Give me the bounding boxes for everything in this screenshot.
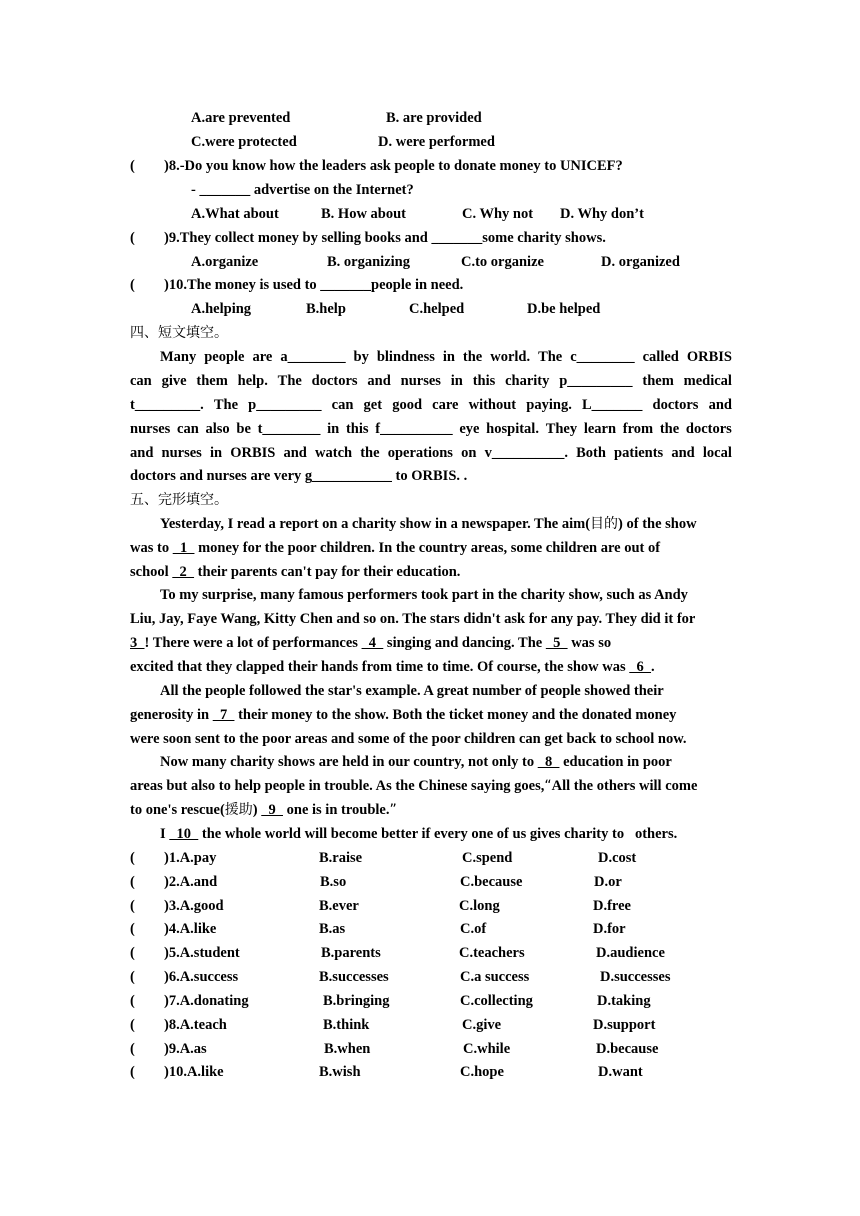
option-a: )2.A.and (164, 874, 218, 890)
q9-text: )9.They collect money by selling books and (164, 230, 432, 246)
passage-word: people (204, 349, 245, 365)
passage-word: care (432, 397, 459, 413)
p5-c: others. (634, 826, 678, 842)
option-a: )8.A.teach (164, 1017, 227, 1033)
option-c: C.collecting (460, 993, 533, 1009)
option-c: C.a success (460, 969, 530, 985)
passage-word: watch (315, 445, 353, 461)
p5-b: the whole world will become better if every one of us gives charity to (201, 826, 625, 842)
passage-word: can (177, 421, 199, 437)
q10-option-b: B.help (306, 301, 346, 317)
passage-word: and (708, 397, 732, 413)
passage-word: local (702, 445, 732, 461)
option-d: D.or (594, 874, 622, 890)
passage-word: can (130, 373, 152, 389)
option-c: C.hope (460, 1064, 504, 1080)
passage-word: this (345, 421, 369, 437)
passage-word: get (363, 397, 383, 413)
option-paren[interactable]: ( (130, 1017, 135, 1033)
option-d: D.taking (597, 993, 651, 1009)
option-c: C.of (460, 921, 487, 937)
option-a: )9.A.as (164, 1041, 207, 1057)
option-a: )6.A.success (164, 969, 239, 985)
p4-line3-c: one is in trouble. (286, 802, 390, 818)
passage-p1-line1 (160, 514, 732, 534)
section-4-line (130, 371, 732, 391)
passage-word: the (659, 421, 680, 437)
passage-word: nurses (400, 373, 441, 389)
q8-dash: - (191, 182, 196, 198)
section-4-line (130, 443, 732, 463)
passage-p1-line3 (130, 562, 460, 582)
blank-4[interactable]: 4 (361, 635, 384, 651)
passage-word: charity (505, 373, 550, 389)
p2-line4-a: excited that they clapped their hands from time to time. Of course, the show was (130, 659, 626, 675)
p1-text-b: ) of the show (618, 516, 697, 532)
option-paren[interactable]: ( (130, 874, 135, 890)
option-a: )4.A.like (164, 921, 217, 937)
q10-text: )10.The money is used to (164, 277, 321, 293)
q8-question: )8.-Do you know how the leaders ask people to donate money to UNICEF? (164, 158, 623, 174)
option-d: D.free (593, 898, 631, 914)
passage-word: The (277, 373, 302, 389)
fill-blank[interactable]: p_________ (248, 397, 322, 413)
passage-word: this (472, 373, 496, 389)
p4-chinese: 援助 (224, 802, 253, 818)
passage-word: hospital. (486, 421, 539, 437)
q7-option-c: C.were protected (191, 134, 297, 150)
passage-word: ORBIS (686, 349, 732, 365)
q9-blank[interactable]: _______ (431, 230, 483, 246)
passage-word: medical (683, 373, 732, 389)
option-a: )10.A.like (164, 1064, 224, 1080)
option-paren[interactable]: ( (130, 945, 135, 961)
passage-word: them (196, 373, 228, 389)
p1-line3-a: school (130, 564, 169, 580)
blank-7[interactable]: 7 (212, 707, 235, 723)
p4-close-quote: ” (389, 802, 397, 818)
q8-rest: advertise on the Internet? (253, 182, 414, 198)
passage-p4-line2 (130, 776, 697, 796)
passage-p2-line4 (130, 657, 655, 677)
option-a: )7.A.donating (164, 993, 249, 1009)
passage-p2-line1: To my surprise, many famous performers took part in the charity show, such as Andy (160, 587, 688, 603)
passage-p2-line2: Liu, Jay, Faye Wang, Kitty Chen and so on. The stars didn't ask for any pay. They did it for (130, 611, 696, 627)
passage-word: in (209, 445, 223, 461)
passage-word: nurses (161, 445, 202, 461)
q7-option-d: D. were performed (378, 134, 495, 150)
p3-line2-b: their money to the show. Both the ticket money and the donated money (238, 707, 677, 723)
q7-option-b: B. are provided (386, 110, 482, 126)
q9-option-c: C.to organize (461, 254, 544, 270)
q8-option-b: B. How about (321, 206, 407, 222)
p3-line2-a: generosity in (130, 707, 210, 723)
passage-word: the (360, 445, 380, 461)
section-4-line (130, 419, 732, 439)
passage-word: also (205, 421, 230, 437)
q9-paren: ( (130, 230, 135, 246)
passage-word: eye (459, 421, 480, 437)
option-b: B.wish (319, 1064, 361, 1080)
fill-blank[interactable]: c________ (570, 349, 635, 365)
passage-word: doctors (652, 397, 699, 413)
option-c: C.give (462, 1017, 502, 1033)
passage-word: can (331, 397, 354, 413)
section-4-line (130, 395, 732, 415)
option-paren[interactable]: ( (130, 921, 135, 937)
p4-line3-a: to one's rescue( (130, 802, 225, 818)
passage-word: called (642, 349, 679, 365)
passage-word: are (252, 349, 273, 365)
q9-rest: some charity shows. (482, 230, 606, 246)
q10-rest: people in need. (371, 277, 464, 293)
q9-option-b: B. organizing (327, 254, 410, 270)
passage-p1-line2 (130, 538, 660, 558)
blank-6[interactable]: 6 (629, 659, 652, 675)
passage-word: in (450, 373, 463, 389)
passage-word: the (462, 349, 483, 365)
option-b: B.bringing (323, 993, 390, 1009)
blank-1[interactable]: 1 (172, 540, 195, 556)
p4-line1-a: Now many charity shows are held in our country, not only to (160, 754, 535, 770)
passage-word: blindness (376, 349, 435, 365)
p2-line3-c: was so (571, 635, 612, 651)
option-d: D.successes (600, 969, 671, 985)
option-d: D.for (593, 921, 626, 937)
option-c: C.because (460, 874, 523, 890)
passage-word: on (461, 445, 477, 461)
blank-5[interactable]: 5 (545, 635, 568, 651)
p4-line2-b: All the others will come (551, 778, 698, 794)
section-5-heading: 五、完形填空。 (130, 492, 228, 508)
passage-word: in (442, 349, 455, 365)
q10-question (164, 275, 463, 295)
passage-word: patients (614, 445, 664, 461)
passage-word: and (671, 445, 695, 461)
section-4-line (160, 347, 732, 367)
p5-a: I (160, 826, 166, 842)
q9-question (164, 228, 606, 248)
fill-blank[interactable]: a________ (280, 349, 346, 365)
passage-word: by (353, 349, 369, 365)
option-b: B.parents (321, 945, 381, 961)
option-d: D.support (593, 1017, 656, 1033)
passage-word: without (468, 397, 517, 413)
p2-line3-b: singing and dancing. The (386, 635, 543, 651)
option-c: C.teachers (459, 945, 525, 961)
option-d: D.cost (598, 850, 637, 866)
passage-word: The (538, 349, 563, 365)
option-b: B.as (319, 921, 346, 937)
option-a: )5.A.student (164, 945, 240, 961)
p2-line4-b: . (651, 659, 655, 675)
p2-line3-a: ! There were a lot of performances (144, 635, 358, 651)
fill-blank[interactable]: t________ (257, 421, 321, 437)
blank-9[interactable]: 9 (261, 802, 283, 818)
option-b: B.so (320, 874, 347, 890)
q8-option-d: D. Why don’t (560, 206, 644, 222)
passage-p2-line3 (130, 633, 611, 653)
passage-word: and (283, 445, 307, 461)
option-b: B.think (323, 1017, 370, 1033)
passage-word: and (367, 373, 391, 389)
passage-p4-line1 (160, 752, 672, 772)
q10-blank[interactable]: _______ (320, 277, 372, 293)
blank-8[interactable]: 8 (537, 754, 560, 770)
q10-option-d: D.be helped (527, 301, 601, 317)
fill-blank[interactable]: L_______ (581, 397, 643, 413)
fill-blank[interactable]: f__________ (375, 421, 453, 437)
q10-option-c: C.helped (409, 301, 465, 317)
passage-word: them (642, 373, 674, 389)
passage-p4-line3 (130, 800, 397, 820)
passage-word: world. (490, 349, 531, 365)
passage-word: doctors (685, 421, 732, 437)
p4-line1-b: education in poor (563, 754, 672, 770)
passage-word: operations (387, 445, 453, 461)
passage-p3-line3: were soon sent to the poor areas and some of the poor children can get back to school now. (130, 731, 687, 747)
fill-blank[interactable]: t_________. (130, 397, 204, 413)
fill-blank[interactable]: p_________ (559, 373, 633, 389)
blank-3[interactable]: 3 (130, 635, 145, 651)
q9-option-d: D. organized (601, 254, 680, 270)
passage-word: nurses (130, 421, 171, 437)
passage-word: doctors (311, 373, 358, 389)
q8-blank[interactable]: _______ (199, 182, 251, 198)
q8-option-c: C. Why not (462, 206, 534, 222)
option-paren[interactable]: ( (130, 1064, 135, 1080)
passage-word: be (236, 421, 251, 437)
option-b: B.successes (319, 969, 389, 985)
passage-word: in (327, 421, 340, 437)
passage-p3-line2 (130, 705, 676, 725)
passage-word: give (161, 373, 187, 389)
fill-blank[interactable]: v__________. (484, 445, 568, 461)
p4-open-quote: “ (544, 778, 552, 794)
q7-option-a: A.are prevented (191, 110, 291, 126)
p1-line2-b: money for the poor children. In the country areas, some children are out of (198, 540, 661, 556)
option-d: D.because (596, 1041, 659, 1057)
p1-line3-b: their parents can't pay for their education. (197, 564, 461, 580)
option-paren[interactable]: ( (130, 898, 135, 914)
option-c: C.long (459, 898, 500, 914)
passage-word: Both (576, 445, 606, 461)
option-paren[interactable]: ( (130, 850, 135, 866)
q9-option-a: A.organize (191, 254, 259, 270)
option-b: B.when (324, 1041, 371, 1057)
option-a: )1.A.pay (164, 850, 217, 866)
option-a: )3.A.good (164, 898, 224, 914)
p1-text (160, 514, 697, 534)
option-paren[interactable]: ( (130, 1041, 135, 1057)
option-paren[interactable]: ( (130, 969, 135, 985)
option-d: D.want (598, 1064, 643, 1080)
passage-p5-line1 (160, 824, 677, 844)
p4-line2-a: areas but also to help people in trouble. As the Chinese saying goes, (130, 778, 545, 794)
passage-word: good (392, 397, 423, 413)
passage-word: help. (237, 373, 268, 389)
q10-option-a: A.helping (191, 301, 252, 317)
passage-p3-line1: All the people followed the star's example. A great number of people showed their (160, 683, 664, 699)
p4-line3-b: ) (252, 802, 258, 818)
q8-paren: ( (130, 158, 135, 174)
option-d: D.audience (596, 945, 665, 961)
p1-text-a: Yesterday, I read a report on a charity show in a newspaper. The aim( (160, 516, 591, 532)
passage-word: learn (583, 421, 617, 437)
option-c: C.while (463, 1041, 511, 1057)
blank-2[interactable]: 2 (172, 564, 195, 580)
section-4-last-line[interactable]: doctors and nurses are very g___________ to ORBIS. . (130, 468, 468, 484)
passage-word: They (545, 421, 578, 437)
passage-word: Many (160, 349, 197, 365)
section-4-heading: 四、短文填空。 (130, 325, 228, 341)
option-b: B.raise (319, 850, 363, 866)
q8-answer-line (191, 180, 414, 200)
passage-word: and (130, 445, 154, 461)
blank-10[interactable]: 10 (169, 826, 199, 842)
passage-word: The (213, 397, 239, 413)
q10-paren: ( (130, 277, 135, 293)
option-c: C.spend (462, 850, 513, 866)
passage-word: paying. (526, 397, 572, 413)
passage-word: from (622, 421, 654, 437)
passage-word: ORBIS (230, 445, 276, 461)
option-b: B.ever (319, 898, 359, 914)
q8-option-a: A.What about (191, 206, 279, 222)
p1-chinese: 目的 (590, 516, 619, 532)
p1-line2-a: was to (130, 540, 170, 556)
option-paren[interactable]: ( (130, 993, 135, 1009)
